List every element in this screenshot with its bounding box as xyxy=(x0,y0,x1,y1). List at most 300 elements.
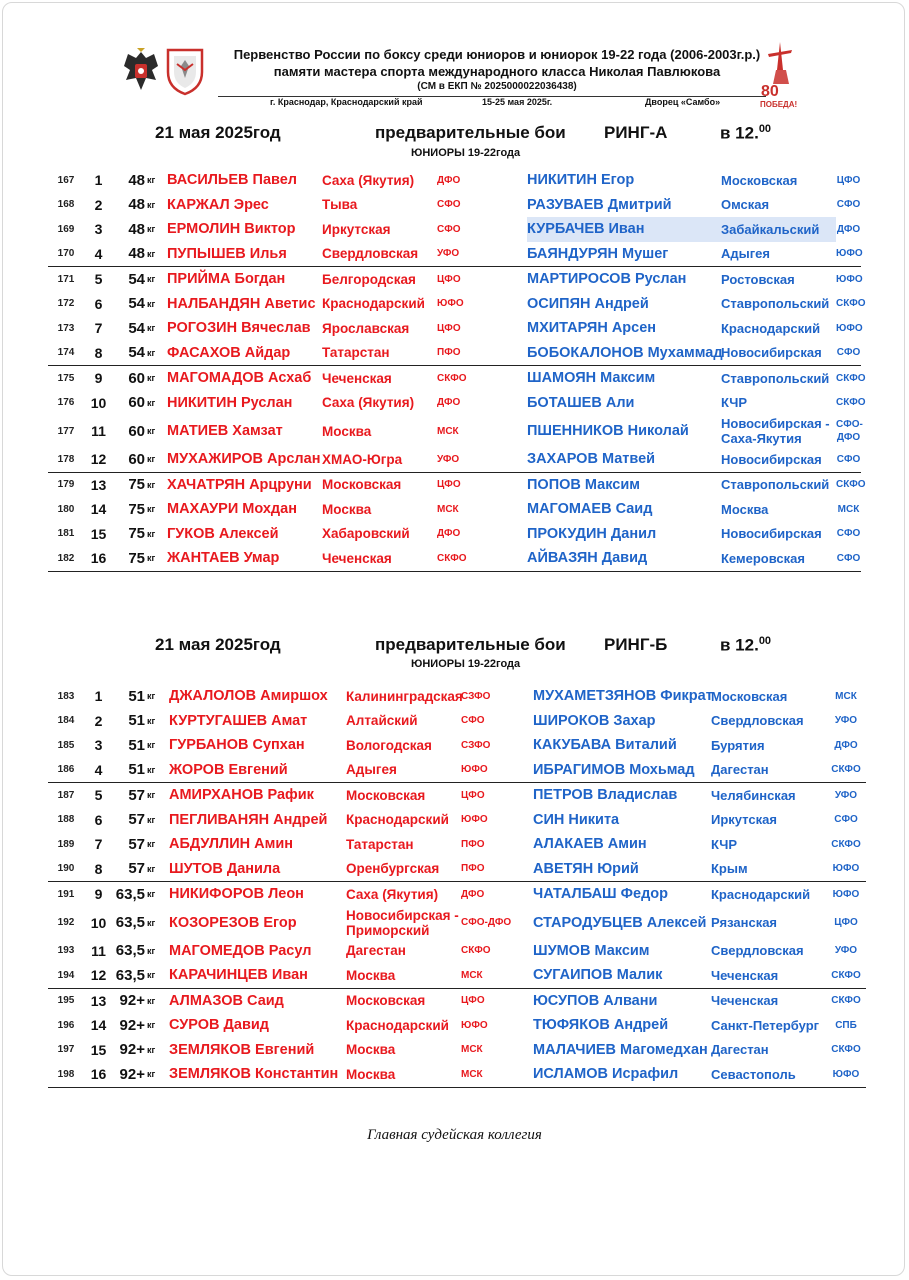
bout-index: 6 xyxy=(94,295,103,312)
weight-class: 57 xyxy=(113,857,147,882)
bout-index: 6 xyxy=(94,811,103,828)
red-corner-region: Чеченская xyxy=(322,370,392,386)
blue-corner-name: ИБРАГИМОВ Мохьмад xyxy=(533,758,711,783)
bout-row xyxy=(48,882,866,907)
blue-corner-district: ЦФО xyxy=(836,174,861,186)
blue-corner-name: АВЕТЯН Юрий xyxy=(533,857,711,882)
ring-b-category: ЮНИОРЫ 19-22года xyxy=(411,658,521,670)
bout-number: 191 xyxy=(57,888,75,900)
red-corner-region: Тыва xyxy=(322,197,358,213)
red-corner-district: МСК xyxy=(461,963,533,988)
blue-corner-district: СКФО xyxy=(831,1044,861,1056)
blue-corner-name: БОТАШЕВ Али xyxy=(527,394,635,411)
bout-row xyxy=(48,733,866,758)
bout-row xyxy=(48,546,861,571)
weight-class: 57 xyxy=(128,811,145,829)
weight-class: 60 xyxy=(128,394,145,412)
red-corner-region: Саха (Якутия) xyxy=(322,395,415,411)
red-corner-district: СКФО xyxy=(437,372,467,384)
bout-row xyxy=(48,391,861,416)
svg-text:80: 80 xyxy=(761,83,779,100)
red-corner-region: Оренбургская xyxy=(346,857,461,882)
weight-unit: кг xyxy=(147,839,156,850)
bout-row xyxy=(48,292,861,317)
weight-unit: кг xyxy=(147,758,169,783)
weight-unit: кг xyxy=(147,479,156,490)
weight-unit: кг xyxy=(147,857,169,882)
weight-unit: кг xyxy=(147,199,156,210)
red-corner-region: Ярославская xyxy=(322,320,410,336)
blue-corner-district: ЮФО xyxy=(836,322,863,334)
weight-unit: кг xyxy=(147,274,156,285)
blue-corner-region: Новосибирская xyxy=(721,526,822,542)
blue-corner-region: Новосибирская xyxy=(721,341,836,366)
weight-class: 75 xyxy=(128,500,145,518)
blue-corner-name: ОСИПЯН Андрей xyxy=(527,295,649,312)
red-corner-district: УФО xyxy=(437,242,527,267)
weight-unit: кг xyxy=(147,224,156,235)
red-corner-district: МСК xyxy=(461,1044,483,1056)
blue-corner-district: СКФО xyxy=(831,838,861,850)
red-corner-name: МАГОМАДОВ Асхаб xyxy=(167,370,312,387)
weight-class: 57 xyxy=(128,786,145,804)
weight-unit: кг xyxy=(147,175,156,186)
weight-unit: кг xyxy=(147,917,156,928)
blue-corner-district: ЦФО xyxy=(834,917,858,928)
bout-row xyxy=(48,242,861,267)
red-corner-name: ВАСИЛЬЕВ Павел xyxy=(167,172,298,189)
weight-unit: кг xyxy=(147,814,156,825)
blue-corner-region: КЧР xyxy=(721,395,748,411)
bout-row xyxy=(48,758,866,783)
weight-unit: кг xyxy=(147,373,156,384)
bout-row xyxy=(48,472,861,497)
weight-unit: кг xyxy=(147,426,156,436)
red-corner-name: ШУТОВ Данила xyxy=(169,857,346,882)
bout-row xyxy=(48,217,861,242)
bout-index: 3 xyxy=(94,221,103,238)
red-corner-name: АБДУЛЛИН Амин xyxy=(169,836,294,853)
blue-corner-district: СФО-ДФО xyxy=(836,419,863,443)
red-corner-name: ПУПЫШЕВ Илья xyxy=(167,242,322,267)
weight-unit: кг xyxy=(147,546,167,571)
svg-text:ПОБЕДА!: ПОБЕДА! xyxy=(760,100,798,109)
blue-corner-district: СКФО xyxy=(836,397,866,409)
weight-class: 48 xyxy=(128,171,145,189)
blue-corner-region: Чеченская xyxy=(711,993,779,1009)
bout-index: 2 xyxy=(94,712,103,729)
bout-number: 193 xyxy=(57,945,75,957)
red-corner-region: ХМАО-Югра xyxy=(322,447,437,472)
blue-corner-district: СКФО xyxy=(826,963,866,988)
bout-index: 5 xyxy=(94,787,103,804)
red-corner-name: КАРЖАЛ Эрес xyxy=(167,196,269,213)
blue-corner-name: СУГАИПОВ Малик xyxy=(533,963,711,988)
bout-row xyxy=(48,684,866,709)
header-block xyxy=(212,46,782,94)
bout-number: 180 xyxy=(57,503,75,515)
red-corner-region: Белгородская xyxy=(322,271,416,287)
blue-corner-district: ЮФО xyxy=(826,857,866,882)
red-corner-district: ЦФО xyxy=(437,273,461,285)
bout-index: 8 xyxy=(84,857,113,882)
weight-class: 63,5 xyxy=(115,942,145,960)
blue-corner-region: Москва xyxy=(721,501,769,517)
weight-class: 75 xyxy=(128,476,145,494)
blue-corner-district: СФО xyxy=(836,528,861,540)
bout-index: 4 xyxy=(84,758,113,783)
blue-corner-name: ЮСУПОВ Алвани xyxy=(533,992,658,1009)
blue-corner-district: УФО xyxy=(834,945,858,957)
blue-corner-region: Свердловская xyxy=(711,713,804,729)
blue-corner-district: ДФО xyxy=(836,223,861,235)
red-corner-name: ЖАНТАЕВ Умар xyxy=(167,546,322,571)
bout-number: 186 xyxy=(48,758,84,783)
bout-row xyxy=(48,168,861,193)
bout-number: 172 xyxy=(57,298,75,310)
red-corner-region: Московская xyxy=(322,477,402,493)
bout-index: 4 xyxy=(84,242,113,267)
red-corner-region: Татарстан xyxy=(322,341,437,366)
bout-row xyxy=(48,963,866,988)
red-corner-district: ЦФО xyxy=(437,479,461,491)
weight-class: 51 xyxy=(128,712,145,730)
red-corner-region: Дагестан xyxy=(346,943,406,959)
blue-corner-name: ЧАТАЛБАШ Федор xyxy=(533,886,669,903)
red-corner-name: КОЗОРЕЗОВ Егор xyxy=(169,914,297,931)
bout-index: 5 xyxy=(94,271,103,288)
weight-class: 60 xyxy=(128,369,145,387)
ring-b-name: РИНГ-Б xyxy=(604,635,668,654)
red-corner-region: Краснодарский xyxy=(346,812,449,828)
bout-row xyxy=(48,808,866,833)
bout-number: 174 xyxy=(48,341,84,366)
victory-80-logo xyxy=(758,40,804,110)
red-corner-name: ФАСАХОВ Айдар xyxy=(167,341,322,366)
blue-corner-district: СКФО xyxy=(836,298,866,310)
red-corner-region: Краснодарский xyxy=(346,1017,449,1033)
event-location: г. Краснодар, Краснодарский край xyxy=(270,97,423,107)
red-corner-district: ЮФО xyxy=(437,298,464,310)
weight-unit: кг xyxy=(147,945,156,956)
bout-number: 178 xyxy=(48,447,84,472)
bout-number: 184 xyxy=(57,715,75,727)
red-corner-district: ЦФО xyxy=(437,322,461,334)
weight-unit: кг xyxy=(147,1044,156,1055)
red-corner-district: СФО xyxy=(461,715,485,727)
bout-row xyxy=(48,267,861,292)
weight-unit: кг xyxy=(147,341,167,366)
weight-unit: кг xyxy=(147,790,156,801)
red-corner-name: КУРТУГАШЕВ Амат xyxy=(169,712,308,729)
red-corner-name: ЕРМОЛИН Виктор xyxy=(167,221,296,238)
blue-corner-name: ШИРОКОВ Захар xyxy=(533,712,656,729)
red-corner-district: СЗФО xyxy=(461,690,491,702)
blue-corner-name: СИН Никита xyxy=(533,811,620,828)
red-corner-name: АЛМАЗОВ Саид xyxy=(169,992,284,1009)
blue-corner-district: МСК xyxy=(837,503,860,515)
blue-corner-region: Новосибирская xyxy=(721,447,836,472)
blue-corner-district: ДФО xyxy=(834,739,858,751)
red-corner-region: Хабаровский xyxy=(322,526,410,542)
red-corner-name: ПРИЙМА Богдан xyxy=(167,271,286,288)
blue-corner-name: СТАРОДУБЦЕВ Алексей xyxy=(533,914,707,931)
weight-class: 54 xyxy=(128,270,145,288)
blue-corner-name: РАЗУВАЕВ Дмитрий xyxy=(527,196,672,213)
bout-number: 188 xyxy=(57,814,75,826)
weight-unit: кг xyxy=(147,397,156,408)
blue-corner-region: Бурятия xyxy=(711,737,765,753)
red-corner-name: ГУКОВ Алексей xyxy=(167,525,279,542)
red-corner-name: КАРАЧИНЦЕВ Иван xyxy=(169,963,346,988)
blue-corner-region: Ставропольский xyxy=(721,477,830,493)
blue-corner-region: Ставропольский xyxy=(721,370,830,386)
bout-number: 167 xyxy=(57,174,75,186)
weight-class: 63,5 xyxy=(115,914,145,931)
ring-a-category: ЮНИОРЫ 19-22года xyxy=(411,147,521,159)
red-corner-name: ЖОРОВ Евгений xyxy=(169,758,346,783)
blue-corner-district: СФО xyxy=(836,341,861,366)
bout-index: 13 xyxy=(90,992,107,1009)
red-corner-district: ДФО xyxy=(437,174,461,186)
bout-index: 1 xyxy=(94,172,103,189)
red-corner-district: ДФО xyxy=(437,397,461,409)
red-corner-district: СФО-ДФО xyxy=(461,917,512,928)
weight-class: 48 xyxy=(128,220,145,238)
bout-row xyxy=(48,939,866,964)
bout-number: 192 xyxy=(57,917,75,928)
blue-corner-district: УФО xyxy=(834,789,858,801)
red-corner-region: Краснодарский xyxy=(322,296,425,312)
bout-number: 182 xyxy=(48,546,84,571)
red-corner-region: Саха (Якутия) xyxy=(322,172,415,188)
bout-number: 198 xyxy=(48,1062,84,1087)
red-corner-district: МСК xyxy=(461,1062,533,1087)
red-corner-district: ЮФО xyxy=(461,758,533,783)
red-corner-district: ДФО xyxy=(461,888,485,900)
bout-index: 14 xyxy=(90,1017,107,1034)
red-corner-name: ХАЧАТРЯН Арцруни xyxy=(167,476,312,493)
blue-corner-region: Московская xyxy=(721,172,798,188)
blue-corner-name: МУХАМЕТЗЯНОВ Фикрат xyxy=(533,688,713,705)
bout-index: 11 xyxy=(91,942,106,959)
blue-corner-district: СФО xyxy=(836,447,861,472)
red-corner-district: ЮФО xyxy=(461,1019,488,1031)
blue-corner-region: Адыгея xyxy=(721,242,836,267)
red-corner-name: НИКИФОРОВ Леон xyxy=(169,886,304,903)
blue-corner-district: ЮФО xyxy=(832,888,860,900)
red-corner-name: ДЖАЛОЛОВ Амиршох xyxy=(169,688,328,705)
bout-number: 170 xyxy=(48,242,84,267)
red-corner-name: РОГОЗИН Вячеслав xyxy=(167,320,311,337)
bout-row xyxy=(48,341,861,366)
blue-corner-district: СФО xyxy=(834,814,858,826)
weight-unit: кг xyxy=(147,963,169,988)
ring-b-time: в 12.00 xyxy=(720,635,772,655)
bout-number: 189 xyxy=(57,838,75,850)
blue-corner-name: МАРТИРОСОВ Руслан xyxy=(527,271,687,288)
weight-class: 63,5 xyxy=(113,963,147,988)
blue-corner-district: СФО xyxy=(836,199,861,211)
red-corner-region: Иркутская xyxy=(322,221,391,237)
red-corner-name: МАТИЕВ Хамзат xyxy=(167,423,283,439)
blue-corner-district: ЮФО xyxy=(826,1062,866,1087)
bout-row xyxy=(48,1013,866,1038)
weight-class: 60 xyxy=(113,447,147,472)
bout-row xyxy=(48,193,861,218)
red-corner-region: Москва xyxy=(346,963,461,988)
blue-corner-name: ПРОКУДИН Данил xyxy=(527,525,657,542)
bout-number: 177 xyxy=(57,425,75,437)
weight-unit: кг xyxy=(147,242,167,267)
bout-index: 10 xyxy=(90,394,107,411)
blue-corner-name: ПШЕННИКОВ Николай xyxy=(527,423,689,439)
bout-row xyxy=(48,783,866,808)
bout-row xyxy=(48,1062,866,1087)
red-corner-district: МСК xyxy=(437,425,459,437)
blue-corner-district: СКФО xyxy=(836,372,866,384)
bout-index: 12 xyxy=(84,963,113,988)
blue-corner-district: СКФО xyxy=(831,995,861,1007)
bout-row xyxy=(48,709,866,734)
blue-corner-region: Кемеровская xyxy=(721,546,836,571)
weight-class: 54 xyxy=(113,341,147,366)
weight-class: 51 xyxy=(128,687,145,705)
bout-number: 175 xyxy=(57,372,75,384)
blue-corner-region: Забайкальский xyxy=(721,217,836,242)
weight-unit: кг xyxy=(147,504,156,515)
event-dates: 15-25 мая 2025г. xyxy=(482,97,553,107)
blue-corner-region: Ставропольский xyxy=(721,296,830,312)
bout-number: 196 xyxy=(57,1019,75,1031)
blue-corner-region: Свердловская xyxy=(711,943,804,959)
blue-corner-district: СПБ xyxy=(835,1019,857,1031)
red-corner-district: ДФО xyxy=(437,528,461,540)
bout-row xyxy=(48,447,861,472)
blue-corner-name: ИСЛАМОВ Исрафил xyxy=(533,1062,711,1087)
ekp-number: (СМ в ЕКП № 2025000022036438) xyxy=(417,81,577,92)
weight-unit: кг xyxy=(147,889,156,900)
bout-index: 3 xyxy=(94,737,103,754)
bout-number: 181 xyxy=(57,528,75,540)
chief-judges-signature: Главная судейская коллегия xyxy=(367,1127,542,1143)
bout-index: 15 xyxy=(90,1041,107,1058)
blue-corner-district: СФО xyxy=(836,546,861,571)
bout-number: 179 xyxy=(57,479,75,491)
red-corner-region: Татарстан xyxy=(346,836,414,852)
blue-corner-name: ШУМОВ Максим xyxy=(533,942,650,959)
weight-unit: кг xyxy=(147,995,156,1006)
blue-corner-region: Санкт-Петербург xyxy=(711,1017,820,1033)
weight-unit: кг xyxy=(147,691,156,702)
blue-corner-name: АЛАКАЕВ Амин xyxy=(533,836,647,853)
blue-corner-district: ЮФО xyxy=(836,242,861,267)
red-corner-name: ПЕГЛИВАНЯН Андрей xyxy=(169,811,328,828)
weight-class: 48 xyxy=(113,242,147,267)
weight-class: 51 xyxy=(128,736,145,754)
ring-a-stage: предварительные бои xyxy=(375,123,566,142)
red-corner-district: СФО xyxy=(437,199,461,211)
red-corner-district: ЮФО xyxy=(461,814,488,826)
bout-number: 173 xyxy=(57,322,75,334)
blue-corner-name: НИКИТИН Егор xyxy=(527,172,635,189)
weight-class: 60 xyxy=(128,422,145,440)
bout-number: 194 xyxy=(48,963,84,988)
blue-corner-name: АЙВАЗЯН Давид xyxy=(527,546,721,571)
blue-corner-region: Рязанская xyxy=(711,915,778,930)
weight-class: 54 xyxy=(128,295,145,313)
red-corner-region: Новосибирская - Приморский xyxy=(346,907,459,938)
bout-index: 7 xyxy=(94,320,103,337)
blue-corner-region: Новосибирская - Саха-Якутия xyxy=(721,416,830,446)
blue-corner-district: УФО xyxy=(834,715,858,727)
red-corner-region: Москва xyxy=(346,1062,461,1087)
weight-class: 54 xyxy=(128,319,145,337)
russian-eagle-emblem xyxy=(120,46,162,101)
bout-index: 1 xyxy=(94,688,103,705)
blue-corner-region: Крым xyxy=(711,857,826,882)
blue-corner-name: ПОПОВ Максим xyxy=(527,476,640,493)
blue-corner-district: СКФО xyxy=(836,479,866,491)
blue-corner-region: КЧР xyxy=(711,836,738,852)
weight-class: 92+ xyxy=(119,1016,145,1034)
red-corner-district: ПФО xyxy=(437,341,527,366)
sports-ministry-emblem xyxy=(164,46,206,101)
bout-number: 171 xyxy=(57,273,75,285)
bout-number: 197 xyxy=(57,1044,75,1056)
ring-a-date: 21 мая 2025год xyxy=(155,123,281,142)
red-corner-region: Москва xyxy=(322,501,372,517)
ring-a-time: в 12.00 xyxy=(720,123,772,143)
blue-corner-region: Краснодарский xyxy=(721,320,821,336)
bout-index: 9 xyxy=(94,370,103,387)
red-corner-district: ПФО xyxy=(461,857,533,882)
blue-corner-district: ЮФО xyxy=(836,273,863,285)
bout-index: 9 xyxy=(94,886,103,903)
red-corner-district: УФО xyxy=(437,447,527,472)
blue-corner-region: Иркутская xyxy=(711,812,777,828)
blue-corner-name: ТЮФЯКОВ Андрей xyxy=(533,1017,669,1034)
weight-class: 51 xyxy=(113,758,147,783)
bout-index: 8 xyxy=(84,341,113,366)
bout-row xyxy=(48,366,861,391)
blue-corner-region: Омская xyxy=(721,197,770,213)
red-corner-district: СКФО xyxy=(437,546,527,571)
red-corner-district: ПФО xyxy=(461,838,485,850)
blue-corner-district: МСК xyxy=(835,690,857,702)
blue-corner-region: Дагестан xyxy=(711,1042,769,1058)
bout-number: 187 xyxy=(57,789,75,801)
bout-number: 185 xyxy=(57,739,75,751)
red-corner-name: НИКИТИН Руслан xyxy=(167,394,293,411)
bout-number: 195 xyxy=(57,995,75,1007)
blue-corner-name: КУРБАЧЕВ Иван xyxy=(527,217,721,242)
bout-index: 10 xyxy=(90,914,107,931)
red-corner-region: Московская xyxy=(346,993,426,1009)
bout-index: 11 xyxy=(91,423,106,439)
red-corner-region: Москва xyxy=(346,1042,396,1058)
bout-row xyxy=(48,907,866,939)
blue-corner-region: Краснодарский xyxy=(711,886,811,902)
blue-corner-name: МХИТАРЯН Арсен xyxy=(527,320,657,337)
weight-unit: кг xyxy=(147,447,167,472)
red-corner-name: МУХАЖИРОВ Арслан xyxy=(167,447,322,472)
weight-unit: кг xyxy=(147,528,156,539)
bout-row xyxy=(48,497,861,522)
red-corner-district: СЗФО xyxy=(461,739,491,751)
championship-subtitle: памяти мастера спорта международного класса Николая Павлюкова xyxy=(273,64,721,79)
blue-corner-region: Московская xyxy=(711,688,788,704)
